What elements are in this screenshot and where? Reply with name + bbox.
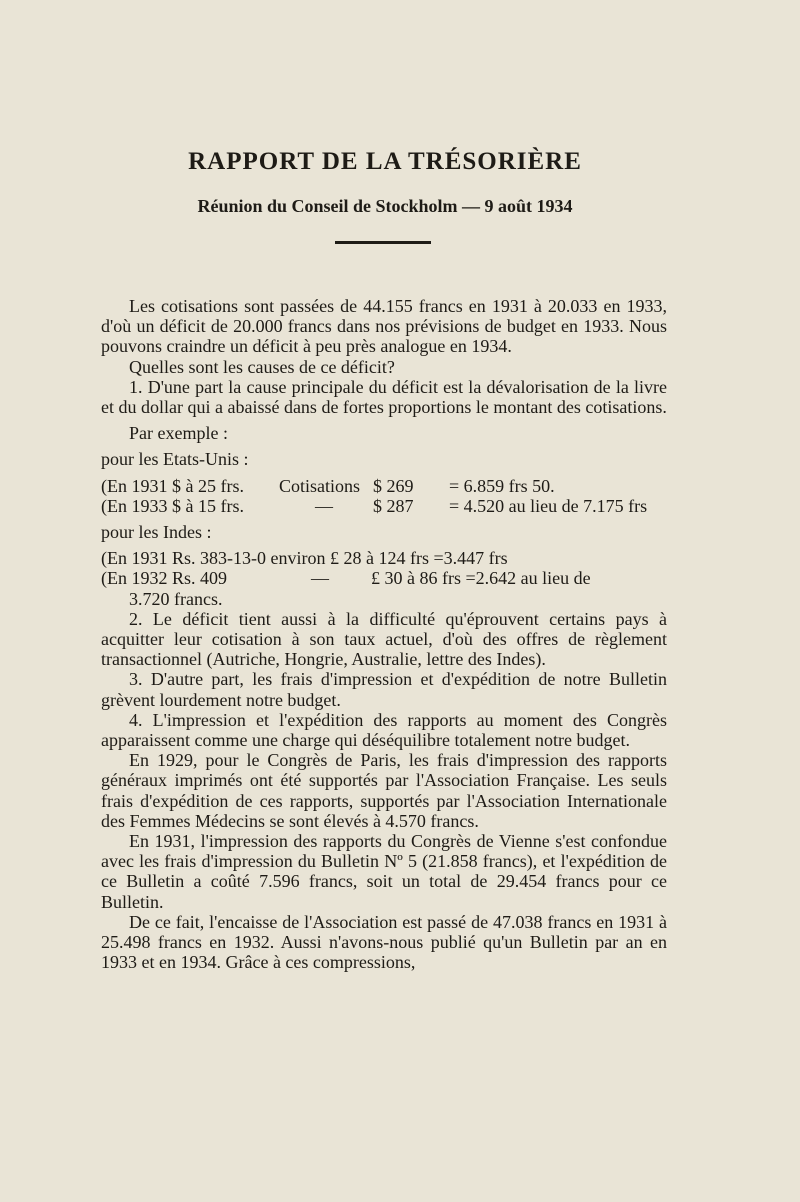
cause-3-paragraph: 3. D'autre part, les frais d'impression et d'expédition de notre Bulletin grèvent lourdement notre budget. <box>101 669 667 710</box>
india-label: pour les Indes : <box>101 522 212 543</box>
paragraph-consequence: De ce fait, l'encaisse de l'Association est passé de 47.038 francs en 1931 à 25.498 francs en 1932. Aussi n'avons-nous publié qu'un Bulletin par an en 1933 et en 1934. Grâce à ces compressions, <box>101 911 667 973</box>
cause-4-paragraph: 4. L'impression et l'expédition des rapports au moment des Congrès apparaissent comme une charge qui déséquilibre totalement notre budget. <box>101 709 667 751</box>
usa-row-1931: (En 1931 $ à 25 frs. Cotisations $ 269 = 6.859 frs 50. <box>101 475 555 496</box>
usa-row-1933: (En 1933 $ à 15 frs. — $ 287 = 4.520 au lieu de 7.175 frs <box>101 495 648 516</box>
india-continuation: 3.720 francs. <box>129 588 223 609</box>
page-subtitle: Réunion du Conseil de Stockholm — 9 août 1934 <box>197 196 573 216</box>
cause-1-paragraph: 1. D'une part la cause principale du déficit est la dévalorisation de la livre et du dollar qui a abaissé dans de fortes proportions le montant des cotisations. <box>101 376 667 418</box>
paragraph-1931: En 1931, l'impression des rapports du Congrès de Vienne s'est confondue avec les frais d'impression du Bulletin Nº 5 (21.858 francs), et l'expédition de ce Bulletin a coûté 7.596 francs, soit un total de 29.454 francs pour ce Bulletin. <box>101 831 667 912</box>
report-body <box>101 296 667 973</box>
cause-2-paragraph: 2. Le déficit tient aussi à la difficulté qu'éprouvent certains pays à acquitter leur cotisation à son taux actuel, d'où des offres de règlement transactionnel (Autriche, Hongrie, Australie, lettre des Indes). <box>101 608 667 670</box>
question-paragraph: Quelles sont les causes de ce déficit? <box>129 356 395 377</box>
intro-paragraph: Les cotisations sont passées de 44.155 francs en 1931 à 20.033 en 1933, d'où un déficit de 20.000 francs dans nos prévisions de budget en 1933. Nous pouvons craindre un déficit à peu près analogue en 1934. <box>101 296 667 357</box>
example-intro: Par exemple : <box>129 423 228 444</box>
usa-label: pour les Etats-Unis : <box>101 449 249 470</box>
india-row-1932: (En 1932 Rs. 409 — £ 30 à 86 frs =2.642 au lieu de <box>101 568 591 589</box>
paragraph-1929: En 1929, pour le Congrès de Paris, les frais d'impression des rapports généraux imprimés ont été supportés par l'Association Française. Les seuls frais d'expédition de ces rapports, supportés par l'Association Internationale des Femmes Médecins se sont élevés à 4.570 francs. <box>101 750 667 831</box>
title-divider <box>335 241 431 244</box>
page-title: RAPPORT DE LA TRÉSORIÈRE <box>188 148 582 175</box>
india-row-1931: (En 1931 Rs. 383-13-0 environ £ 28 à 124 frs =3.447 frs <box>101 548 508 569</box>
